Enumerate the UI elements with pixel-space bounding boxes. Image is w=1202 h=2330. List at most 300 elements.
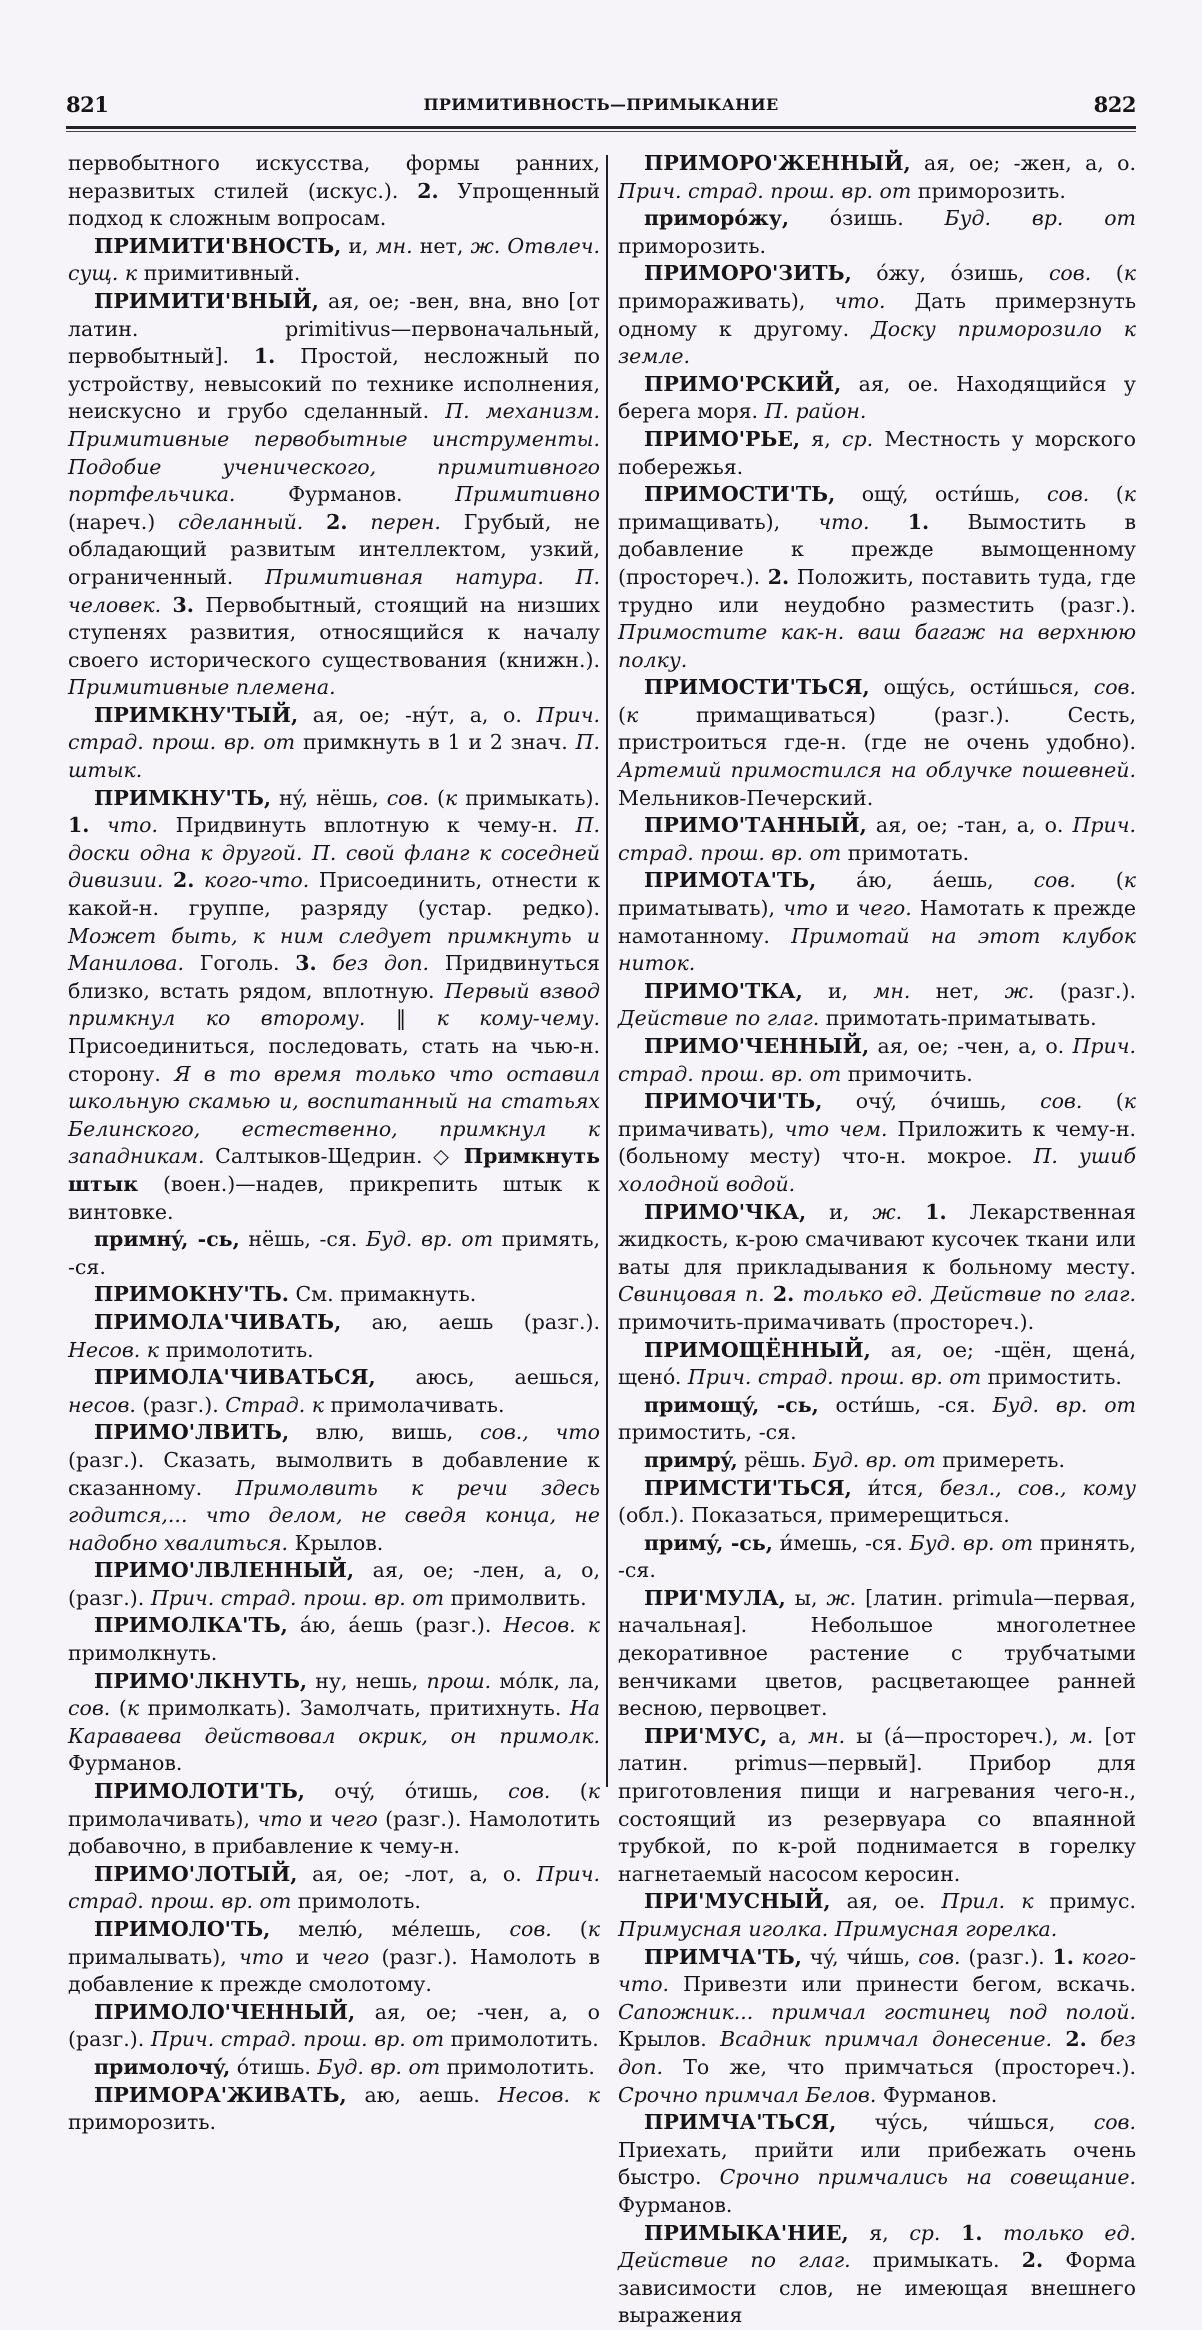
italic-text: Несов. к [503,1613,600,1638]
definition-text: ая, ое. Находящийся у берега моря. [618,371,1136,424]
dictionary-entry [68,785,600,1227]
definition-text: Первобытный, стоящий на низших ступенях развития, относящийся к началу своего исторического существования (книжн.). [68,592,600,672]
definition-text: Форма зависимости слов, не имеющая внешнего выражения [618,2248,1137,2328]
dictionary-entry [68,1309,600,1364]
italic-text: Страд. к [225,1392,324,1417]
dictionary-entry [618,2220,1136,2330]
dictionary-entry [618,2109,1136,2219]
definition-text: и, [802,978,874,1003]
definition-text: ая, ое; -лен, а, о, (разг.). [68,1558,600,1610]
italic-text: к кому-чему. [436,1006,600,1031]
italic-text: сов. [1093,2110,1136,2135]
italic-text: прош. [426,1668,492,1693]
definition-text: очý, óтишь, [304,1779,509,1804]
definition-text: и [827,896,858,921]
definition-text: примять, -ся. [68,1227,601,1279]
definition-text: примолотить. [440,2054,595,2079]
italic-text: Сапожник... примчал гостинец под полой. [618,1999,1136,2024]
definition-text: Дать примерзнуть одному к другому. [618,288,1136,341]
definition-text: Присоединить, отнести к какой-н. группе, разряду (устар. редко). [68,868,601,921]
definition-text: Придвинуться близко, встать рядом, вплотную. [68,951,600,1003]
definition-text: примочить. [841,1061,973,1086]
definition-text: примитивный. [137,261,301,286]
definition-text: [от латин. primus—первый]. Прибор для приготовления пищи и нагревания чего-н., состоящий из резервуара со впаянной трубкой, по к-рой поднимается в горелку нагнетаемый насосом керосин. [618,1723,1137,1886]
definition-text: Грубый, не обладающий развитым интеллектом, узкий, ограниченный. [68,509,600,589]
definition-text: ( [1075,868,1124,893]
running-title: ПРИМИТИВНОСТЬ—ПРИМЫКАНИЕ [423,95,779,114]
dictionary-entry [68,233,600,288]
italic-text: к [587,1779,601,1804]
headword: ПРИМОЛА'ЧИВАТЬСЯ, [94,1365,376,1390]
dictionary-entry [618,1199,1136,1337]
headword: ПРИМО'ЛВЛЕННЫЙ, [94,1558,355,1583]
header-rule-thin [66,131,1136,132]
dictionary-entry [618,867,1136,977]
right-column [618,150,1136,2330]
headword: ПРИМИТИ'ВНОСТЬ, [94,233,342,258]
definition-text: Привезти или принести бегом, вскачь. [669,1972,1136,1997]
definition-text: ы (á—простореч.), [845,1723,1070,1748]
definition-text: (обл.). Показаться, примерещиться. [618,1503,1010,1528]
italic-text: перен. [347,509,441,534]
italic-text: П. ушиб холодной водой. [618,1144,1137,1196]
definition-text: ая, ое; -чен, а, о. [869,1034,1073,1058]
definition-text: ая, ое; -нýт, а, о. [298,702,537,727]
definition-text: нёшь, -ся. [239,1227,366,1252]
italic-text: Свинцовая п. [618,1282,773,1307]
dictionary-entry [68,1668,600,1778]
headword: ПРИ'МУЛА, [644,1585,786,1610]
italic-text: к [626,702,639,727]
headword: ПРИМКНУ'ТЬ, [94,785,272,810]
italic-text: кого-что. [618,1944,1136,1997]
italic-text: сов. [1047,482,1090,507]
definition-text: ( [551,1917,588,1941]
italic-text: к [1123,261,1136,286]
dictionary-entry [618,371,1136,426]
definition-text: (воен.)—надев, прикрепить штык к винтовке. [68,1171,600,1224]
italic-text: Буд. вр. от [992,1392,1136,1417]
headword: ПРИМОЩЁННЫЙ, [644,1337,871,1362]
definition-text: чý, чи́шь, [801,1944,919,1969]
definition-text: ая, ое; -лот, а, о. [297,1861,537,1886]
headword: ПРИМО'ЛКНУТЬ, [94,1668,308,1693]
definition-text: Фурманов. [68,1751,183,1776]
italic-text: Буд. вр. от [365,1227,494,1252]
dictionary-entry [68,2082,600,2137]
definition-text: примереть. [935,1447,1065,1472]
headword: примолочý, [94,2054,231,2079]
dictionary-entry [618,978,1136,1033]
italic-text: Несов. к [68,1337,160,1362]
definition-text: и́мешь, -ся. [772,1530,910,1555]
italic-text: ср. [842,426,874,451]
dictionary-entry [68,1281,600,1309]
dictionary-entry [68,1612,600,1667]
italic-text: П. район. [764,399,867,424]
headword: ПРИМОЛО'ЧЕННЫЙ, [94,1999,356,2024]
dictionary-entry [618,1723,1136,1889]
definition-text: ( [428,785,445,810]
definition-text: примостить. [981,1365,1122,1390]
italic-text: сов., что [480,1420,600,1445]
definition-text: примолоть. [291,1889,421,1914]
definition-text: ну, нешь, [307,1668,427,1693]
headword: ПРИМОЛО'ТЬ, [94,1917,271,1941]
definition-text: примолкнуть. [68,1641,218,1666]
definition-text: мелю́, мéлешь, [270,1917,510,1941]
italic-text: сделанный. [178,509,327,534]
headword: 2. [1065,2027,1087,2052]
headword: 1. [1052,1944,1074,1969]
definition-text: ая, ое; -жен, а, о. [910,151,1136,175]
definition-text: примолачивать. [323,1392,505,1417]
italic-text: Примитивные племена. [68,675,336,700]
headword: ПРИМЫКА'НИЕ, [644,2220,849,2245]
definition-text: принять, -ся. [618,1530,1136,1583]
italic-text: сов. [509,1917,552,1941]
definition-text: примыкать). [457,785,601,810]
dictionary-entry [68,1419,600,1557]
definition-text: Приехать, прийти или прибежать очень быстро. [618,2137,1136,2190]
italic-text: безл., сов., кому [939,1475,1136,1500]
italic-text: ж. [826,1585,857,1610]
italic-text: Прич. страд. прош. вр. от [150,2027,445,2052]
definition-text: Фурманов. [876,2082,998,2107]
italic-text: Буд. вр. от [909,1530,1034,1555]
page-number-left: 821 [66,92,109,117]
header-rule-thick [66,126,1136,129]
definition-text: примочить-примачивать (простореч.). [618,1309,1035,1334]
definition-text: приморозить. [911,178,1066,203]
definition-text: óжу, óзишь, [851,261,1049,286]
definition-text: ( [550,1779,588,1804]
definition-text: Намотать к прежде намотанному. [618,896,1136,948]
headword: ПРИМОРО'ЗИТЬ, [644,261,852,286]
dictionary-entry [618,205,1136,260]
definition-text: Вымостить в добавление к прежде вымощенному (простореч.). [618,509,1136,589]
headword: примрý, [644,1447,738,1472]
column-divider [606,155,608,1787]
italic-text: Прич. страд. прош. вр. от [68,702,600,755]
italic-text: несов. [68,1392,136,1417]
italic-text: что. [89,813,159,838]
definition-text: примолачивать), [68,1806,258,1831]
italic-text: Артемий примостился на облучке пошевней. [618,758,1136,783]
definition-text: Положить, поставить туда, где трудно или неудобно разместить (разг.). [618,564,1136,617]
italic-text: сов. [386,785,429,810]
headword: 1. [253,344,276,369]
definition-text: примотать-приматывать. [819,1006,1097,1031]
definition-text: ( [110,1696,127,1721]
italic-text: Прил. к [941,1889,1034,1914]
italic-text: что. [834,288,886,313]
dictionary-entry [618,260,1136,370]
headword: ПРИМОЛКА'ТЬ, [94,1613,288,1638]
italic-text: чего [321,1944,370,1969]
headword: примнý, -сь, [94,1227,240,1252]
italic-text: П. механизм. Примитивные первобытные инструменты. Подобие ученического, примитивного портфельчика. [68,399,600,507]
dictionary-entry [68,1557,600,1612]
definition-text: Крылов. [618,2027,721,2052]
italic-text: Доску приморозило к земле. [618,316,1136,369]
dictionary-entry [68,1999,600,2054]
italic-text: мн. [873,978,911,1003]
definition-text: Фурманов. [235,482,456,507]
definition-text: примкнуть в 1 и 2 знач. [295,730,576,755]
definition-text: примолкать). Замолчать, притихнуть. [139,1696,570,1721]
definition-text: Придвинуть вплотную к чему-н. [158,813,576,838]
headword: ПРИМЧА'ТЬ, [644,1944,802,1969]
definition-text: примус. [1033,1889,1136,1914]
italic-text: ж. [872,1199,926,1224]
italic-text: П. доски одна к другой. П. свой фланг к соседней дивизии. [68,813,600,893]
dictionary-entry [68,2054,600,2082]
headword: 1. [925,1199,947,1224]
italic-text: сов. [1093,675,1136,700]
italic-text: сов. [1040,1089,1083,1114]
definition-text: ( [1082,1089,1124,1114]
italic-text: Может быть, к ним следует примкнуть и Манилова. [68,923,600,976]
definition-text: Гоголь. [183,951,296,976]
definition-text: (разг.). Намолотить добавочно, в прибавление к чему-н. [68,1806,600,1859]
definition-text: ‖ [365,1006,437,1031]
italic-text: м. [1069,1723,1094,1748]
italic-text: На Караваева действовал окрик, он примолк. [68,1696,601,1748]
italic-text: чего [330,1806,378,1831]
definition-text: То же, что примчаться (простореч.). [663,2054,1136,2079]
headword: ПРИ'МУСНЫЙ, [644,1889,831,1914]
italic-text: без доп. [618,2027,1136,2079]
dictionary-entry [618,1944,1136,2110]
italic-text: ср. [909,2220,962,2245]
definition-text: приматывать), [618,896,784,921]
dictionary-entry [618,1530,1136,1585]
dictionary-entry [618,426,1136,481]
definition-text: и, [806,1199,873,1224]
italic-text: Примусная иголка. Примусная горелка. [618,1917,1058,1941]
headword: 1. [68,813,90,838]
headword: ПРИМЧА'ТЬСЯ, [644,2110,837,2135]
definition-text: (разг.). [1034,978,1137,1003]
dictionary-entry [618,1033,1136,1088]
headword: ПРИМОРА'ЖИВАТЬ, [94,2082,347,2107]
definition-text: и [283,1944,322,1969]
definition-text: чýсь, чи́шься, [836,2110,1094,2135]
definition-text: (разг.). [135,1392,226,1417]
dictionary-entry [68,1778,600,1861]
definition-text: ощý, ости́шь, [835,482,1047,507]
headword: 2. [326,509,348,534]
dictionary-entry [618,674,1136,812]
italic-text: Несов. к [497,2082,600,2107]
definition-text: Местность у морского побережья. [618,426,1136,479]
headword: 2. [772,1282,795,1307]
dictionary-entry [68,288,600,702]
headword: 3. [295,951,317,976]
definition-text: Салтыков-Щедрин. ◇ [204,1144,464,1169]
italic-text: сов. [918,1944,961,1969]
headword: ПРИМСТИ'ТЬСЯ, [644,1475,852,1500]
italic-text: что [257,1806,302,1831]
italic-text: Прич. страд. прош. вр. от [618,1034,1136,1086]
headword: примý, -сь, [644,1530,773,1555]
headword: ПРИМОКНУ'ТЬ. [94,1282,289,1307]
definition-text: нý, нёшь, [271,785,387,810]
headword: ПРИМО'ТКА, [644,978,803,1003]
italic-text: что [238,1944,284,1969]
headword: ПРИМКНУ'ТЫЙ, [94,702,299,727]
left-column [68,150,600,2137]
headword: ПРИМО'ТАННЫЙ, [644,813,867,838]
headword: примощý, -сь, [644,1392,819,1417]
dictionary-entry [68,1364,600,1419]
italic-text: кого-что. [194,868,310,893]
dictionary-entry [618,481,1136,674]
definition-text: нет, [910,978,1005,1003]
headword: ПРИМОЛОТИ'ТЬ, [94,1779,305,1804]
italic-text: Прич. страд. прош. вр. от [618,813,1136,865]
italic-text: Буд. вр. от [944,206,1136,231]
italic-text: Прич. страд. прош. вр. от [68,1861,600,1914]
headword: 2. [767,564,790,589]
definition-text: (нареч.) [68,509,179,534]
definition-text: и [301,1806,331,1831]
definition-text: ая, ое. [830,1889,942,1914]
definition-text: ая, ое; -щён, щенá, щенó. [618,1337,1136,1390]
dictionary-entry [68,702,600,785]
definition-text: примащиваться) (разг.). Сесть, пристроиться где-н. (где не очень удобно). [618,702,1136,755]
headword: 2. [417,178,439,203]
definition-text: примостить, -ся. [618,1420,797,1445]
definition-text: примыкать. [850,2248,1022,2273]
italic-text: мн. [375,233,413,258]
dictionary-entry [618,1888,1136,1943]
definition-text: примачивать), [618,1116,785,1141]
dictionary-entry [618,1392,1136,1447]
definition-text: ы, [785,1585,827,1610]
italic-text: к [1123,868,1136,893]
headword: 3. [172,592,194,617]
italic-text: Первый взвод примкнул ко второму. [68,978,601,1031]
italic-text: чего. [857,896,912,921]
definition-text: [латин. primula—первая, начальная]. Небольшое многолетнее декоративное растение с трубчатыми венчиками цветов, расцветающее ранней весною, первоцвет. [618,1585,1136,1721]
italic-text: Примолвить к речи здесь годится,... что делом, не сведя конца, не надобно хвалиться. [68,1475,600,1555]
definition-text: я, [800,426,843,451]
dictionary-entry [618,1447,1136,1475]
italic-text: сов. [68,1696,111,1721]
definition-text: áю, áешь (разг.). [287,1613,504,1638]
dictionary-entry [68,1226,600,1281]
definition-text: áю, áешь, [816,868,1034,893]
headword: ПРИМО'ЧКА, [644,1199,807,1224]
definition-text: ая, ое; -чен, а, о (разг.). [68,1999,600,2052]
dictionary-entry [618,812,1136,867]
definition-text: примолотить. [159,1337,314,1362]
definition-text: Приложить к чему-н. (больному месту) что-н. мокрое. [618,1116,1136,1169]
headword: 2. [173,868,195,893]
headword: ПРИМО'РЬЕ, [644,426,801,451]
headword: ПРИМО'ЛВИТЬ, [94,1420,290,1445]
definition-text: óзишь. [789,206,945,231]
italic-text: П. штык. [68,730,601,783]
italic-text: ж. [1004,978,1035,1003]
definition-text: ( [1091,261,1124,286]
headword: ПРИМО'РСКИЙ, [644,371,842,396]
headword: ПРИМОЧИ'ТЬ, [644,1089,823,1114]
headword: ПРИМОЛА'ЧИВАТЬ, [94,1309,342,1334]
italic-text: к [1123,482,1137,507]
dictionary-entry [618,150,1136,205]
headword: 1. [907,509,930,534]
definition-text: первобытного искусства, формы ранних, неразвитых стилей (искус.). [68,151,600,203]
italic-text: к [126,1696,140,1721]
definition-text: примораживать), [618,288,835,313]
definition-text: Мельников-Печерский. [618,785,874,810]
definition-text: Крылов. [288,1530,384,1555]
definition-text: См. примакнуть. [288,1282,477,1307]
headword: приморóжу, [644,206,789,231]
definition-text: и́тся, [851,1475,940,1500]
dictionary-entry [618,1088,1136,1198]
italic-text: к [444,785,458,810]
definition-text: Простой, несложный по устройству, невысокий по технике исполнения, неискусно и грубо сделанный. [68,344,600,424]
headword: ПРИ'МУС, [644,1723,768,1748]
definition-text: Присоединиться, последовать, стать на чью-н. сторону. [68,1034,600,1086]
definition-text: и, [341,233,376,258]
headword: ПРИМОСТИ'ТЬ, [644,482,836,507]
italic-text: Я в то время только что оставил школьную скамью и, воспитанный на статьях Белинского, естественно, примкнул к западникам. [68,1061,600,1169]
headword: ПРИМОТА'ТЬ, [644,868,817,893]
dictionary-entry [68,1861,600,1916]
definition-text: примолотить. [444,2027,599,2052]
headword: 2. [1021,2248,1044,2273]
italic-text: к [587,1917,601,1941]
dictionary-entry [618,1337,1136,1392]
italic-text: сов. [1048,261,1092,286]
italic-text: Действие по глаг. [618,1006,820,1031]
headword: ПРИМИТИ'ВНЫЙ, [94,288,319,313]
dictionary-entry [618,1475,1136,1530]
italic-text: Прич. страд. прош. вр. от [150,1585,445,1610]
headword: ПРИМОСТИ'ТЬСЯ, [644,675,870,700]
definition-text: Фурманов. [618,2192,733,2217]
italic-text: Срочно примчал Белов. [618,2082,877,2107]
definition-text: (разг.). [960,1944,1053,1969]
italic-text: сов. [508,1779,551,1804]
italic-text: что. [818,509,908,534]
headword: ПРИМОРО'ЖЕННЫЙ, [644,151,911,175]
definition-text: влю, вишь, [289,1420,480,1445]
definition-text: приморозить. [618,233,767,258]
dictionary-entry [68,1916,600,1999]
definition-text: Лекарственная жидкость, к-рою смачивают кусочек ткани или ваты для прикладывания к больному месту. [618,1199,1136,1279]
definition-text: ая, ое; -вен, вна, вно [от латин. primitivus—первоначальный, первобытный]. [68,288,600,369]
definition-text: аю, аешь. [346,2082,498,2107]
definition-text: (разг.). Сказать, вымолвить в добавление к сказанному. [68,1447,600,1500]
definition-text: Упрощенный подход к сложным вопросам. [68,178,600,231]
headword: Примкнуть штык [68,1144,600,1196]
definition-text: аю, аешь (разг.). [341,1309,600,1334]
definition-text: нет, [412,233,471,258]
definition-text: а, [767,1723,809,1748]
italic-text: Буд. вр. от [317,2054,441,2079]
definition-text: примолвить. [444,1585,587,1610]
definition-text: ( [1089,482,1124,507]
italic-text: Всадник примчал донесение. [720,2027,1066,2052]
definition-text: ости́шь, -ся. [818,1392,993,1417]
italic-text: Прич. страд. прош. вр. от [618,178,912,203]
